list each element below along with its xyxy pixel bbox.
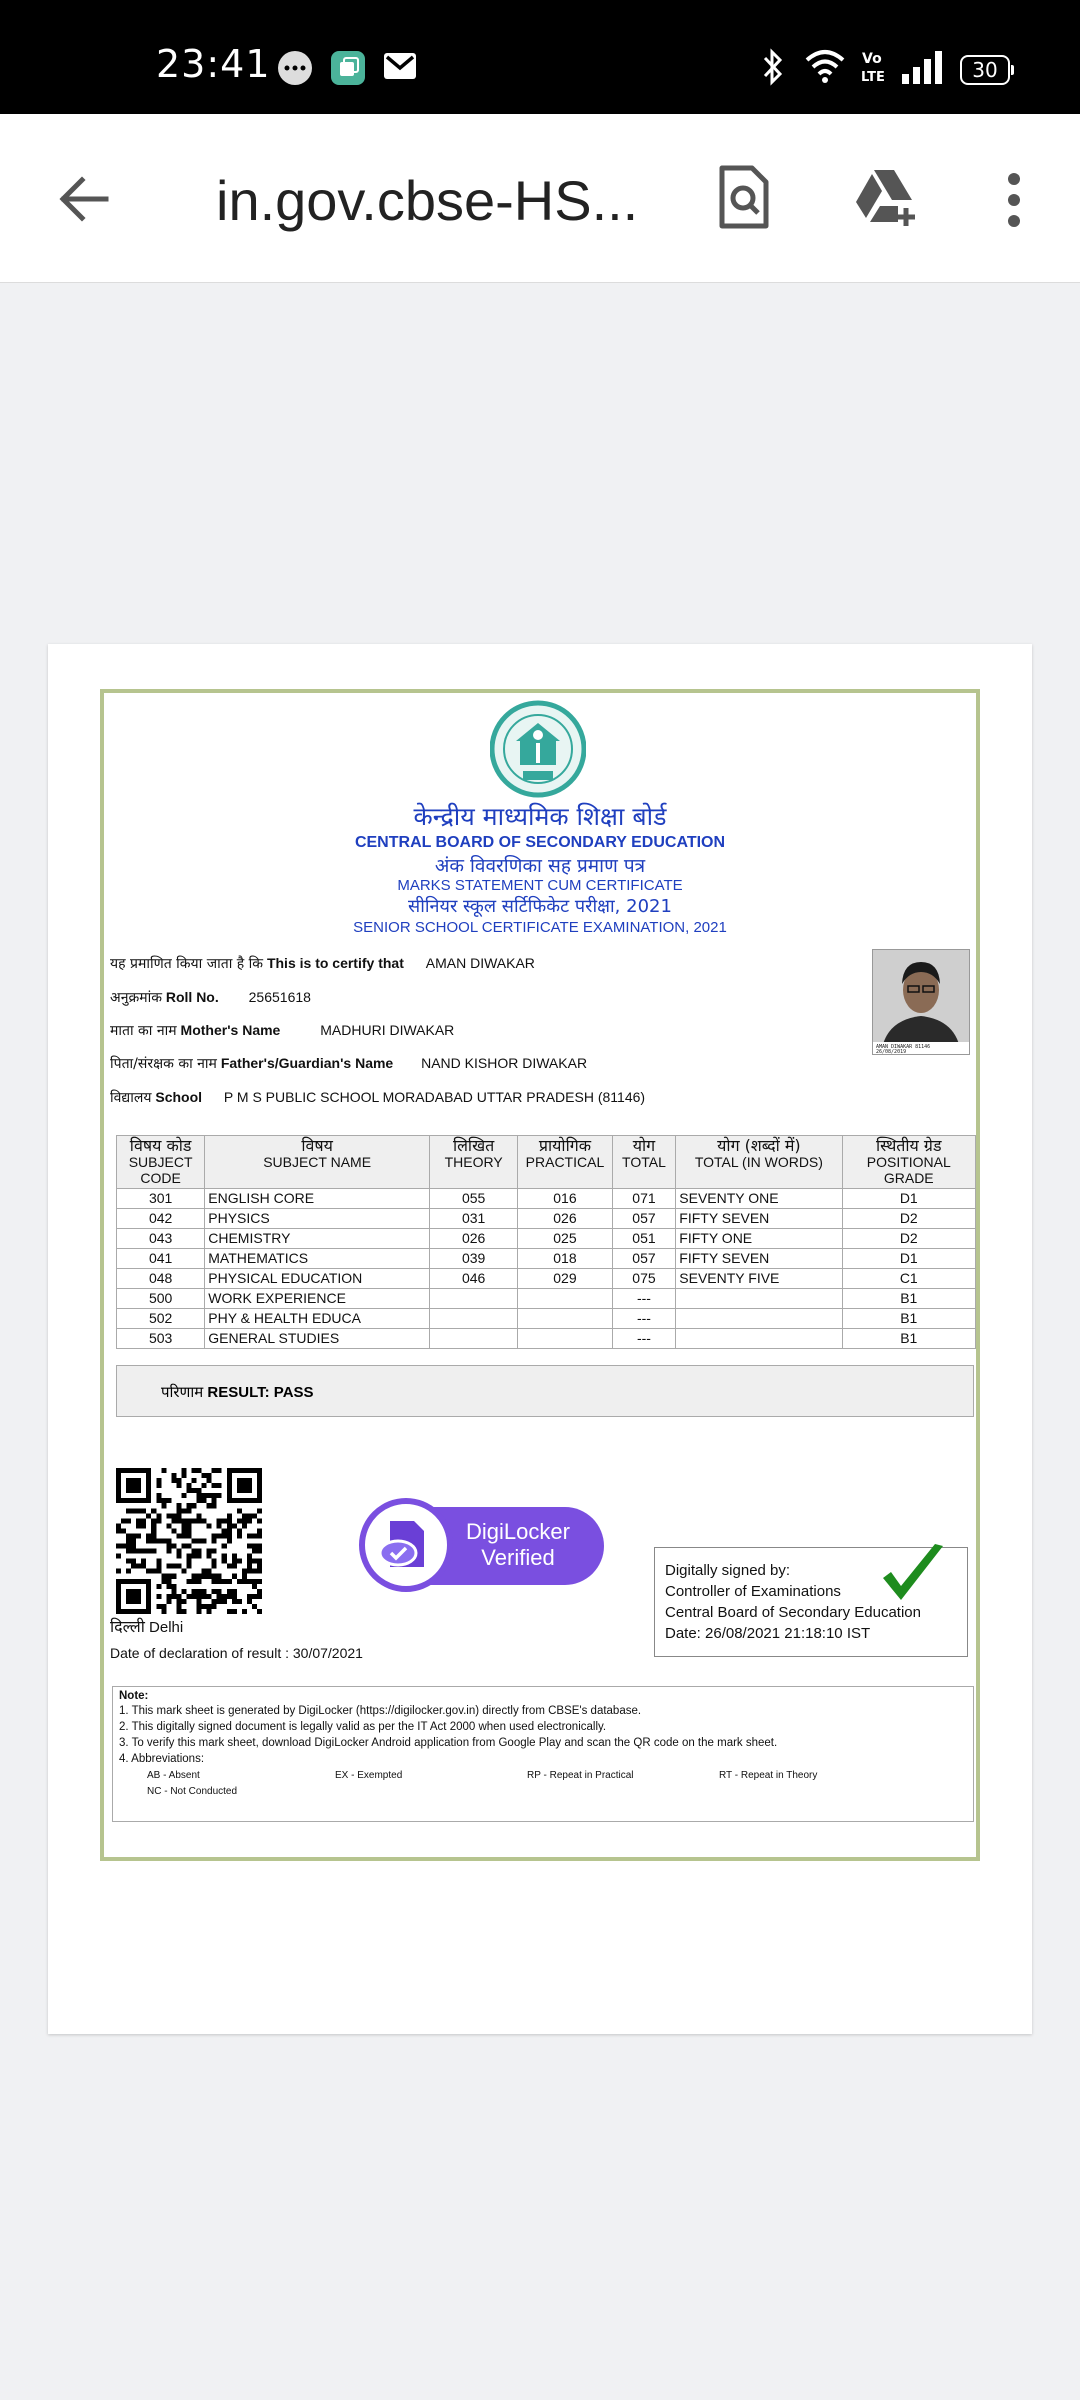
statement-title-hindi: अंक विवरणिका सह प्रमाण पत्र bbox=[434, 855, 646, 877]
abbreviation-item: EX - Exempted bbox=[335, 1770, 403, 1781]
document-page[interactable] bbox=[48, 644, 1032, 2034]
note-item: 2. This digitally signed document is legally valid as per the IT Act 2000 when used electronically. bbox=[119, 1721, 607, 1733]
document-title: in.gov.cbse-HS... bbox=[216, 169, 639, 232]
school-row bbox=[110, 1088, 645, 1107]
declaration-date: Date of declaration of result : 30/07/2021 bbox=[110, 1645, 363, 1661]
father-label-hindi: पिता/संरक्षक का नाम bbox=[110, 1056, 217, 1072]
table-row: 500 WORK EXPERIENCE --- B1 bbox=[117, 1289, 976, 1309]
header-subject-name: विषय SUBJECT NAME bbox=[205, 1136, 430, 1189]
svg-text:26/08/2019: 26/08/2019 bbox=[876, 1049, 907, 1054]
table-row: 043 CHEMISTRY 026 025 051 FIFTY ONE D2 bbox=[117, 1229, 976, 1249]
header-theory: लिखित THEORY bbox=[430, 1136, 518, 1189]
svg-text:DigiLocker: DigiLocker bbox=[466, 1519, 570, 1544]
header-total: योग TOTAL bbox=[612, 1136, 676, 1189]
abbreviation-item: NC - Not Conducted bbox=[147, 1786, 238, 1797]
abbreviation-item: AB - Absent bbox=[147, 1770, 200, 1781]
header-subject-code: विषय कोड SUBJECT CODE bbox=[117, 1136, 205, 1189]
header-practical: प्रायोगिक PRACTICAL bbox=[518, 1136, 612, 1189]
marks-table bbox=[116, 1135, 976, 1349]
signature-line-3: Central Board of Secondary Education bbox=[665, 1604, 921, 1621]
board-name-english: CENTRAL BOARD OF SECONDARY EDUCATION bbox=[354, 834, 726, 851]
father-label-english: Father's/Guardian's Name bbox=[220, 1055, 394, 1071]
table-header-row bbox=[117, 1136, 976, 1189]
roll-label-hindi: अनुक्रमांक bbox=[110, 990, 162, 1006]
abbreviation-item: RP - Repeat in Practical bbox=[527, 1770, 634, 1781]
exam-title-hindi: सीनियर स्कूल सर्टिफिकेट परीक्षा, 2021 bbox=[408, 896, 672, 917]
abbreviation-item: RT - Repeat in Theory bbox=[719, 1770, 818, 1781]
wifi-icon bbox=[805, 48, 845, 89]
table-row: 048 PHYSICAL EDUCATION 046 029 075 SEVENTY FIVE C1 bbox=[117, 1269, 976, 1289]
table-row: 042 PHYSICS 031 026 057 FIFTY SEVEN D2 bbox=[117, 1209, 976, 1229]
status-time: 23:41 bbox=[156, 42, 271, 86]
mother-label-hindi: माता का नाम bbox=[110, 1023, 177, 1039]
result-text: RESULT: PASS bbox=[207, 1384, 314, 1401]
mother-name: MADHURI DIWAKAR bbox=[320, 1022, 455, 1038]
more-vert-icon[interactable] bbox=[1006, 172, 1022, 233]
table-row: 502 PHY & HEALTH EDUCA --- B1 bbox=[117, 1309, 976, 1329]
candidate-name: AMAN DIWAKAR bbox=[425, 955, 535, 971]
find-in-document-icon[interactable] bbox=[716, 164, 772, 235]
svg-text:LTE: LTE bbox=[861, 70, 885, 85]
roll-row bbox=[110, 988, 311, 1007]
notes-title: Note: bbox=[119, 1690, 149, 1702]
note-item: 1. This mark sheet is generated by DigiLocker (https://digilocker.gov.in) directly from CBSE's database. bbox=[119, 1705, 642, 1717]
header-total-words: योग (शब्दों में) TOTAL (IN WORDS) bbox=[676, 1136, 842, 1189]
place-hindi: दिल्ली bbox=[110, 1617, 145, 1636]
table-row: 503 GENERAL STUDIES --- B1 bbox=[117, 1329, 976, 1349]
note-item: 3. To verify this mark sheet, download DigiLocker Android application from Google Play and scan the QR code on the mark sheet. bbox=[119, 1737, 778, 1749]
statement-title-english: MARKS STATEMENT CUM CERTIFICATE bbox=[397, 877, 683, 894]
school-name: P M S PUBLIC SCHOOL MORADABAD UTTAR PRADESH (81146) bbox=[223, 1089, 646, 1105]
add-to-drive-icon[interactable] bbox=[854, 168, 924, 233]
svg-text:Verified: Verified bbox=[481, 1545, 555, 1570]
roll-label-english: Roll No. bbox=[165, 989, 219, 1005]
table-row: 301 ENGLISH CORE 055 016 071 SEVENTY ONE D1 bbox=[117, 1189, 976, 1209]
volte-icon bbox=[860, 48, 888, 91]
certify-row bbox=[110, 954, 535, 973]
board-name-hindi: केन्द्रीय माध्यमिक शिक्षा बोर्ड bbox=[413, 802, 667, 831]
mother-row bbox=[110, 1021, 454, 1040]
certify-label-english: This is to certify that bbox=[266, 955, 404, 971]
qr-code bbox=[116, 1468, 262, 1619]
school-label-english: School bbox=[155, 1089, 203, 1105]
mother-label-english: Mother's Name bbox=[180, 1022, 281, 1038]
result-label-hindi: परिणाम bbox=[161, 1383, 204, 1401]
chat-bubble-icon bbox=[276, 50, 314, 91]
signal-icon bbox=[900, 48, 944, 91]
signature-line-4: Date: 26/08/2021 21:18:10 IST bbox=[665, 1625, 871, 1642]
roll-number: 25651618 bbox=[248, 989, 311, 1005]
notes-box bbox=[112, 1686, 974, 1822]
gmail-icon bbox=[382, 50, 418, 87]
exam-title-english: SENIOR SCHOOL CERTIFICATE EXAMINATION, 2021 bbox=[353, 919, 727, 936]
svg-text:AMAN DIWAKAR 81146: AMAN DIWAKAR 81146 bbox=[876, 1044, 931, 1050]
header-grade: स्थितीय ग्रेड POSITIONAL GRADE bbox=[842, 1136, 975, 1189]
checkmark-icon bbox=[877, 1538, 949, 1615]
cbse-logo-icon bbox=[490, 697, 586, 808]
digital-signature-box bbox=[654, 1547, 968, 1657]
signature-line-1: Digitally signed by: bbox=[665, 1562, 791, 1579]
app-notification-icon bbox=[330, 50, 366, 91]
arrow-back-icon[interactable] bbox=[56, 172, 110, 231]
table-row: 041 MATHEMATICS 039 018 057 FIFTY SEVEN D1 bbox=[117, 1249, 976, 1269]
battery-icon: 30 bbox=[960, 55, 1010, 85]
candidate-photo bbox=[872, 949, 970, 1055]
result-box bbox=[116, 1365, 974, 1417]
place-row bbox=[110, 1615, 183, 1637]
marks-certificate bbox=[100, 689, 980, 1861]
father-name: NAND KISHOR DIWAKAR bbox=[421, 1055, 588, 1071]
father-row bbox=[110, 1054, 587, 1073]
signature-line-2: Controller of Examinations bbox=[665, 1583, 841, 1600]
status-bar bbox=[0, 0, 1080, 114]
bluetooth-icon bbox=[760, 48, 786, 91]
place-english: Delhi bbox=[149, 1619, 184, 1636]
school-label-hindi: विद्यालय bbox=[110, 1090, 152, 1106]
svg-text:Vo: Vo bbox=[862, 51, 882, 67]
note-item: 4. Abbreviations: bbox=[119, 1753, 205, 1765]
app-bar bbox=[0, 114, 1080, 283]
digilocker-verified-badge bbox=[358, 1493, 608, 1602]
certify-label-hindi: यह प्रमाणित किया जाता है कि bbox=[110, 956, 264, 972]
